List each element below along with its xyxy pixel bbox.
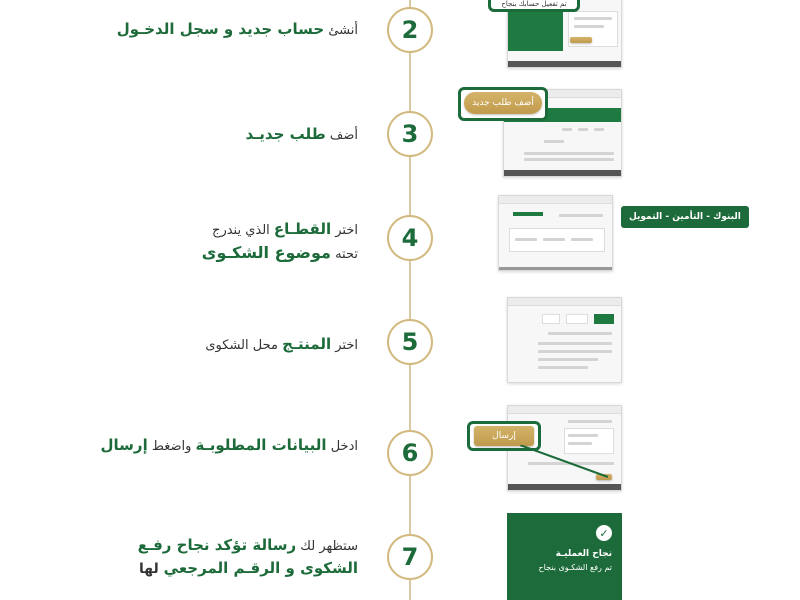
submit-button[interactable]: إرسال xyxy=(474,426,534,446)
pointer-line xyxy=(520,445,610,480)
step-2-callout: تم تفعيل حسابك بنجاح xyxy=(488,0,580,12)
step-2-text: أنشئ حساب جديد و سجل الدخـول xyxy=(116,20,358,38)
step-5-text: اختر المنتـج محل الشكوى xyxy=(205,335,358,353)
add-new-request-button[interactable]: أضف طلب جديد xyxy=(464,92,542,114)
success-card xyxy=(507,513,622,600)
step-4-screenshot xyxy=(498,195,613,271)
checkmark-icon: ✓ xyxy=(596,525,612,541)
step-4-text: اختر القطـاع الذي يندرج تحته موضوع الشكـوى xyxy=(201,220,358,263)
step-number-4: 4 xyxy=(387,215,433,261)
step-number-3: 3 xyxy=(387,111,433,157)
success-title: نجاح العمليـة xyxy=(555,549,612,559)
step-number-6: 6 xyxy=(387,430,433,476)
step-5-screenshot xyxy=(507,297,622,383)
sector-options-tag: البنوك - التأمين - التمويل xyxy=(621,206,749,228)
step-number-5: 5 xyxy=(387,319,433,365)
step-number-7: 7 xyxy=(387,534,433,580)
success-subtitle: تم رفع الشكـوى بنجاح xyxy=(538,563,612,572)
step-6-text: ادخل البيانات المطلوبـة واضغط إرسال xyxy=(100,436,358,454)
step-number-2: 2 xyxy=(387,7,433,53)
step-7-text: ستظهر لك رسالة تؤكد نجاح رفـع الشكوى و الرقـم المرجعي لها xyxy=(137,536,358,578)
timeline-line xyxy=(409,0,411,600)
step-3-text: أضف طلب جديـد xyxy=(245,125,358,143)
